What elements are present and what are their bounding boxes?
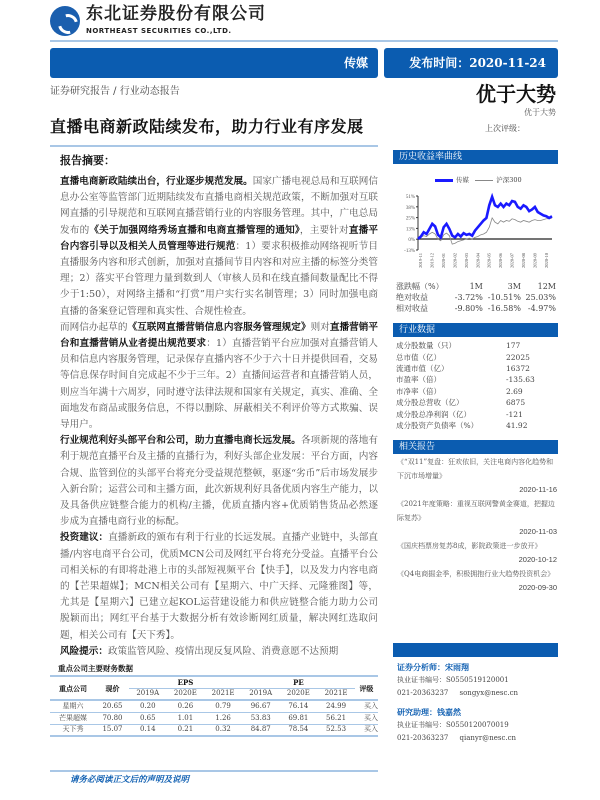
breadcrumb: 证券研究报告 / 行业动态报告 (50, 86, 180, 97)
x-tick-label: 2020-02 (452, 253, 458, 268)
header: 涨跌幅（%） (396, 281, 444, 291)
report-link[interactable]: 《国庆档票房复苏8成，影院政策进一步放开》 (397, 542, 542, 550)
cell-value: 0.14 (129, 724, 167, 736)
risk-label: 风险提示： (60, 645, 108, 657)
cell-price: 15.07 (96, 724, 129, 736)
text: ，主要针对 (299, 224, 349, 236)
table-row (396, 408, 535, 419)
label: 总市值（亿） (396, 352, 441, 362)
cell-value: 1.01 (167, 712, 205, 724)
company-name-en: NORTHEAST SECURITIES CO.,LTD. (86, 27, 232, 35)
cell-value: 78.54 (280, 724, 318, 736)
x-tick-label: 2020-01 (440, 253, 446, 268)
report-date: 2020-09-30 (518, 583, 557, 592)
industry-table (396, 340, 535, 431)
cell-value: 69.81 (280, 712, 318, 724)
publish-banner (384, 48, 558, 78)
value: 25.03% (525, 292, 556, 302)
col-year: 2020E (286, 689, 310, 698)
emphasis: 直播平台内容引导以及相关人员管理等进行规范 (60, 224, 379, 252)
industry-banner (50, 48, 378, 78)
text: 直播新政的颁布有利于行业的长远发展。直播产业链中，头部直播/内容电商平台公司，优质MCN公司及网红平台将充分受益。直播平台公司相关标的有即将赴港上市的头部短视频平台【快手】，以及发力内容电商的【芒果超媒】；MCN相关公司有【星期六、中广天择、元隆雅图】等，尤其是【星期六】已建立起KOL运营建设能力和供应链整合能力助力公司脱颖而出；网红平台基于大数据分析有效诊断网红质量，解决网红选取问题，相关公司有【天下秀】。 (60, 532, 379, 641)
table-row (396, 363, 535, 374)
cell-value: 0.21 (167, 724, 205, 736)
cell-value: 24.99 (317, 700, 355, 712)
table-row (396, 340, 535, 351)
cell-price: 20.65 (96, 700, 129, 712)
fin-table (50, 675, 378, 737)
label: 成分股总净利润（亿） (396, 409, 471, 419)
lead: 投资建议： (60, 532, 109, 544)
email[interactable]: songyx@nesc.cn (459, 689, 519, 697)
text: 而网信办起草的 (60, 321, 128, 333)
header: 12M (537, 281, 556, 291)
label: 市净率（倍） (396, 386, 441, 396)
report-link[interactable]: 《“双11”复盘：狂欢依旧，关注电商内容化趋势和下沉市场增量》 (397, 458, 554, 480)
doc-title: 《关于加强网络秀场直播和电商直播管理的通知》 (89, 224, 300, 236)
legend-swatch (475, 180, 493, 181)
cell-value: 0.20 (129, 700, 167, 712)
cell-value: 52.53 (317, 724, 355, 736)
col-company: 重点公司 (59, 683, 87, 693)
table-row (396, 397, 535, 408)
col-year: 2021E (211, 689, 235, 698)
x-tick-label: 2020-03 (463, 253, 469, 268)
cell-rating: 买入 (355, 712, 378, 724)
x-tick-label: 2020-10 (544, 253, 549, 268)
table-row (396, 374, 535, 385)
paragraph (60, 433, 378, 530)
returns-table (396, 281, 556, 314)
y-tick-label: -13% (404, 249, 415, 254)
analyst-license: 执业证书编号：S0550519120001 (397, 676, 509, 684)
col-year: 2019A (249, 689, 273, 698)
label: 绝对收益 (396, 292, 428, 302)
cell-value: 84.87 (242, 724, 280, 736)
cell-company: 星期六 (50, 700, 96, 712)
label: 成分股总营收（亿） (396, 398, 464, 408)
analyst-name: 证券分析师：宋雨翔 (397, 662, 469, 672)
y-tick-label: 13% (405, 227, 415, 233)
cell-value: 53.83 (242, 712, 280, 724)
legend-label: 传媒 (456, 176, 469, 184)
value: -135.63 (506, 375, 535, 385)
previous-rating: 上次评级： (485, 124, 525, 133)
text: 国家广播电视总局和互联网信息办公室等监管部门近期陆续发布直播电商相关规范政策，不断加强对互联网直播的引导规范和互联网直播营销行业的内容服务管理。其中，广电总局发布的 (60, 176, 379, 236)
header: 1M (469, 281, 483, 291)
col-price: 现价 (105, 683, 120, 693)
paragraph (60, 174, 378, 320)
table-row (396, 420, 535, 431)
table-row (50, 712, 378, 724)
analyst-contact (397, 687, 518, 700)
label: 成分股数量（只） (396, 341, 456, 351)
col-pe: PE (242, 676, 355, 688)
emphasis: 直播营销平台和直播营销从业者提出规范要求 (60, 321, 379, 350)
series-line-csi300 (418, 218, 552, 244)
cell-value: 0.26 (167, 700, 205, 712)
paragraph (60, 320, 378, 433)
y-tick-label: 51% (405, 195, 415, 200)
industry-section-header: 行业数据 (393, 323, 558, 337)
table-row (396, 351, 535, 362)
analyst-contact (397, 732, 518, 745)
text: 则对 (310, 321, 330, 333)
table-row (50, 724, 378, 736)
history-section-header: 历史收益率曲线 (393, 150, 558, 164)
cell-value: 96.67 (242, 700, 280, 712)
divider (50, 145, 378, 147)
paragraph (60, 530, 378, 643)
y-tick-label: 25% (405, 216, 415, 222)
x-tick-label: 2020-08 (521, 253, 527, 268)
rating-sub: 优于大势 (524, 108, 556, 117)
divider (50, 40, 558, 42)
x-tick-label: 2019-12 (429, 253, 435, 268)
col-rating: 评级 (359, 683, 374, 693)
fin-table-title: 重点公司主要财务数据 (58, 664, 133, 673)
cell-value: 1.26 (204, 712, 242, 724)
text: ：1）要求积极推动网络视听节目直播服务内容和形式创新，加强对直播间节目内容和对应主播的标签分类管理；2）落实平台管理力量到数到人（审核人员和在线直播间数量配比不得少于1:50），对网络主播和“打赏”用户实行实名制管理；3）同时加强电商直播的备案登记管理和真实性、合规性检查。 (60, 240, 379, 317)
y-tick-label: 0% (408, 238, 415, 244)
x-tick-label: 2020-05 (486, 253, 492, 268)
lead: 直播电商新政陆续出台，行业逐步规范发展。 (60, 176, 253, 187)
email[interactable]: qianyr@nesc.cn (459, 734, 517, 742)
cell-value: 0.65 (129, 712, 167, 724)
analyst-license: 执业证书编号：S0550120070019 (397, 721, 509, 729)
value: 6875 (506, 398, 526, 408)
report-link[interactable]: 《2021年度策略：重视互联网警黄金赛道，把握边际复苏》 (397, 500, 555, 522)
label: 相对收益 (396, 303, 428, 313)
chart-legend (435, 176, 522, 184)
cell-value: 56.21 (317, 712, 355, 724)
value: -3.72% (454, 292, 483, 302)
value: 41.92 (506, 420, 528, 430)
value: -4.97% (527, 303, 556, 313)
analysts (397, 661, 518, 745)
report-link[interactable]: 《Q4电商掘金季，积极拥抱行业大趋势投资机会》 (397, 570, 555, 578)
report-date: 2020-11-03 (519, 527, 557, 536)
related-reports (397, 455, 557, 595)
cell-company: 天下秀 (50, 724, 96, 736)
table-row (396, 386, 535, 397)
legend-label: 沪深300 (496, 176, 522, 184)
label: 成分股资产负债率（%） (396, 420, 479, 430)
text: ：1）直播营销平台应加强对直播营销人员和信息内容服务管理，记录保存直播内容不少于六十日并提供回看，交易等信息保存时间自完成起不少于三年。2）直播间运营者和直播营销人员，则应当年满十六周岁，同时遵守法律法规和国家有关规定，真实、准确、全面地发布商品或服务信息，不得以删除、屏蔽相关不利评价等方式欺骗、误导用户。 (60, 338, 378, 431)
page-title: 直播电商新政陆续发布，助力行业有序发展 (50, 117, 364, 136)
report-date: 2020-10-12 (518, 555, 557, 564)
cell-value: 76.14 (280, 700, 318, 712)
label: 市盈率（倍） (396, 375, 441, 385)
value: -16.58% (487, 303, 521, 313)
cell-value: 0.32 (204, 724, 242, 736)
y-tick-label: 38% (405, 205, 415, 211)
x-tick-label: 2020-09 (532, 253, 538, 268)
cell-rating: 买入 (355, 700, 378, 712)
analyst-name: 研究助理：钱嘉然 (397, 707, 461, 717)
x-tick-label: 2020-07 (509, 253, 515, 268)
value: 16372 (506, 363, 530, 373)
value: 22025 (506, 352, 530, 362)
x-tick-label: 2019-11 (418, 253, 423, 268)
cell-value: 0.79 (204, 700, 242, 712)
industry-label: 传媒 (343, 56, 368, 70)
reports-section-header: 相关报告 (393, 440, 558, 454)
company-logo-icon (50, 6, 80, 36)
value: -9.80% (454, 303, 483, 313)
value: -10.51% (487, 292, 521, 302)
summary-body (60, 174, 378, 660)
label: 流通市值（亿） (396, 363, 449, 373)
cell-rating: 买入 (355, 724, 378, 736)
phone: 021-20363237 (397, 689, 449, 697)
legend-swatch (435, 179, 453, 182)
footer-disclaimer[interactable]: 请务必阅读正文后的声明及说明 (70, 775, 190, 785)
phone: 021-20363237 (397, 734, 449, 742)
risk-note (60, 644, 378, 660)
cell-company: 芒果超媒 (50, 712, 96, 724)
x-tick-label: 2020-04 (475, 253, 481, 268)
col-year: 2020E (173, 689, 197, 698)
table-row (50, 700, 378, 712)
col-eps: EPS (129, 676, 242, 688)
rating: 优于大势 (476, 82, 556, 106)
value: 2.69 (506, 386, 523, 396)
header: 3M (507, 281, 521, 291)
summary-heading: 报告摘要： (60, 154, 115, 167)
doc-title: 《互联网直播营销信息内容服务管理规定》 (127, 321, 311, 333)
col-year: 2021E (324, 689, 348, 698)
x-tick-label: 2020-06 (498, 253, 504, 268)
value: -121 (506, 409, 523, 419)
lead: 行业规范利好头部平台和公司，助力直播电商长远发展。 (60, 435, 301, 447)
company-name-cn: 东北证券股份有限公司 (86, 4, 266, 24)
analyst-section-header (393, 643, 558, 657)
text: 各项新规的落地有利于规范直播平台及主播的直播行为，利好头部企业发展：平台方面，内容合规、监管到位的头部平台将充分受益规范整顿，驱逐“劣币”后市场发展步入新台阶；运营公司和主播方面，此次新规利好具备优质内容生产能力，以及具备供应链整合能力的机构/主播，优质直播内容+优质销售货品必然逐步成为直播电商行业的标配。 (60, 435, 379, 528)
cell-price: 70.80 (96, 712, 129, 724)
publish-date: 发布时间：2020-11-24 (409, 56, 546, 70)
divider (50, 770, 378, 772)
report-date: 2020-11-16 (519, 485, 557, 494)
col-year: 2019A (136, 689, 160, 698)
return-chart (392, 190, 562, 274)
risk-text: 政策监管风险、疫情出现反复风险、消费意愿不达预期 (107, 645, 339, 657)
value: 177 (506, 341, 521, 351)
